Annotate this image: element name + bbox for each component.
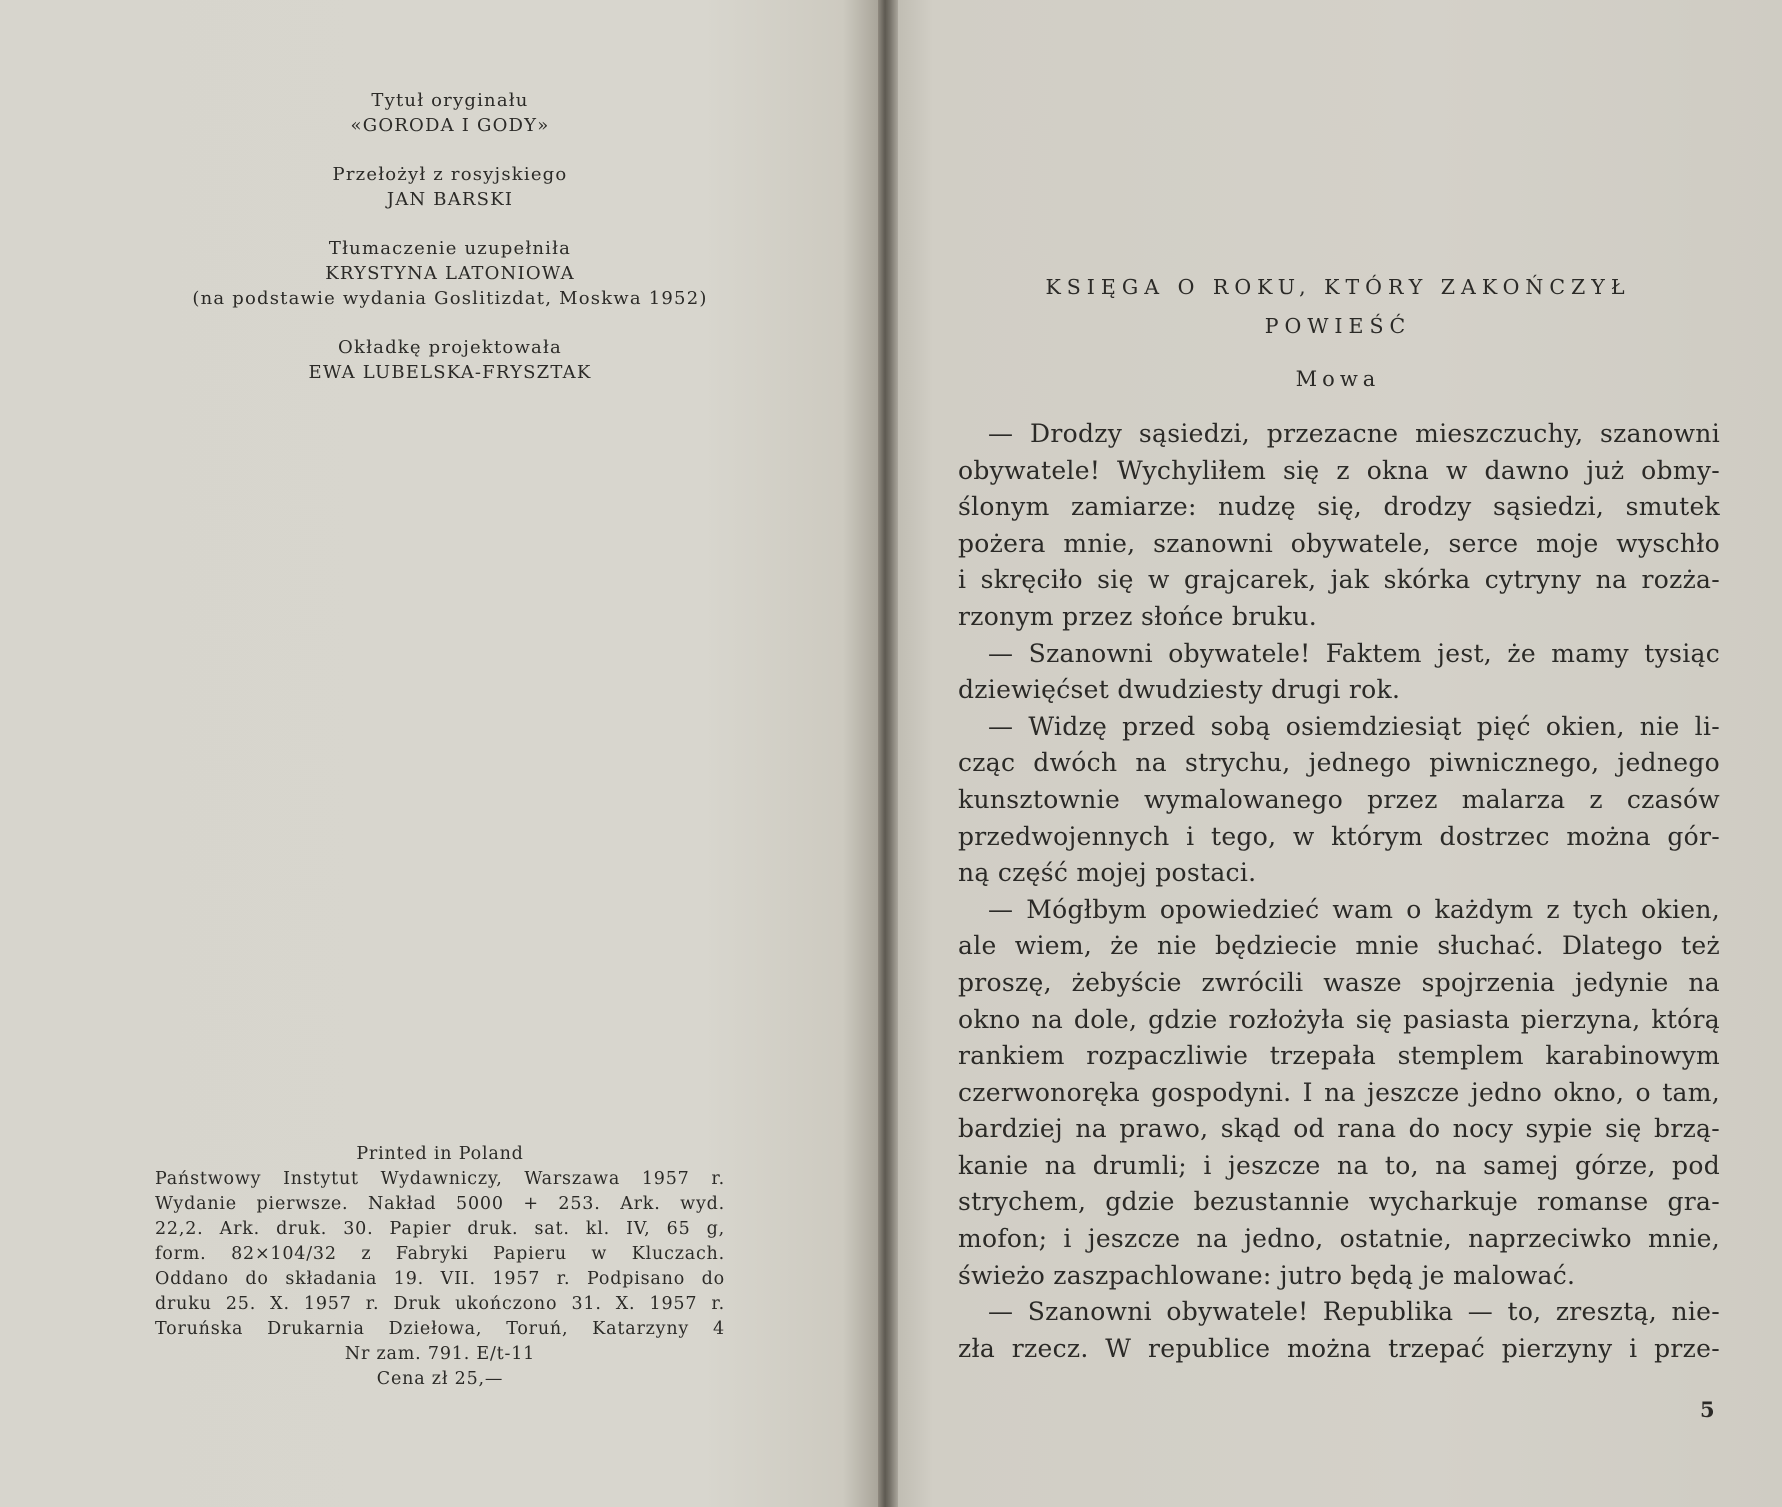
text-line: zła rzecz. W republice można trzepać pierzyny i prze-	[958, 1333, 1720, 1363]
text-line: rankiem rozpaczliwie trzepała stemplem karabinowym	[958, 1041, 1720, 1071]
text-line: świeżo zaszpachlowane: jutro będą je malować.	[958, 1260, 1576, 1290]
chapter-heading	[958, 268, 1718, 391]
text-line: mofon; i jeszcze na jedno, ostatnie, naprzeciwko mnie,	[958, 1224, 1720, 1254]
imprint-block	[155, 1142, 725, 1392]
text-line: — Szanowni obywatele! Republika — to, zresztą, nie-	[988, 1297, 1720, 1327]
translator-credit	[140, 162, 760, 212]
chapter-title-line: POWIEŚĆ	[1264, 314, 1412, 338]
cover-designer: EWA LUBELSKA-FRYSZTAK	[308, 362, 592, 383]
chapter-title-line: KSIĘGA O ROKU, KTÓRY ZAKOŃCZYŁ	[1045, 275, 1631, 299]
text-line: ślonym zamiarze: nudzę się, drodzy sąsiedzi, smutek	[958, 492, 1720, 522]
text-line: cząc dwóch na strychu, jednego piwnicznego, jednego	[958, 748, 1720, 778]
text-line: — Widzę przed sobą osiemdziesiąt pięć okien, nie li-	[988, 711, 1720, 741]
text-line: rzonym przez słońce bruku.	[958, 601, 1317, 631]
text-line: ną część mojej postaci.	[958, 858, 1257, 888]
imprint-line: Wydanie pierwsze. Nakład 5000 + 253. Ark. wyd.	[155, 1194, 725, 1214]
book-gutter	[878, 0, 898, 1507]
text-line: pożera mnie, szanowni obywatele, serce moje wyschło	[958, 528, 1720, 558]
text-line: kanie na drumli; i jeszcze na to, na samej górze, pod	[958, 1150, 1720, 1180]
body-text	[958, 416, 1720, 1367]
original-title	[140, 88, 760, 138]
text-line: dziewięćset dwudziesty drugi rok.	[958, 675, 1401, 705]
original-title-label: Tytuł oryginału	[371, 90, 529, 111]
text-line: — Szanowni obywatele! Faktem jest, że mamy tysiąc	[988, 638, 1720, 668]
translator-label: Przełożył z rosyjskiego	[332, 164, 568, 185]
text-line: proszę, żebyście zwrócili wasze spojrzenia jedynie na	[958, 967, 1720, 997]
page-number: 5	[1700, 1397, 1715, 1422]
supplement-credit	[140, 236, 760, 311]
text-line: — Drodzy sąsiedzi, przezacne mieszczuchy, szanowni	[988, 419, 1720, 448]
text-line: i skręciło się w grajcarek, jak skórka cytryny na rozża-	[958, 565, 1720, 595]
imprint-line: Oddano do składania 19. VII. 1957 r. Podpisano do	[155, 1269, 725, 1289]
imprint-line: 22,2. Ark. druk. 30. Papier druk. sat. kl. IV, 65 g,	[155, 1219, 725, 1239]
text-line: ale wiem, że nie będziecie mnie słuchać. Dlatego też	[958, 931, 1720, 961]
text-line: okno na dole, gdzie rozłożyła się pasiasta pierzyna, którą	[958, 1004, 1720, 1034]
text-line: czerwonoręka gospodyni. I na jeszcze jedno okno, o tam,	[958, 1077, 1720, 1107]
imprint-line: form. 82×104/32 z Fabryki Papieru w Kluczach.	[155, 1244, 725, 1264]
credits-block	[140, 88, 760, 409]
cover-label: Okładkę projektowała	[338, 337, 562, 358]
supplement-source: (na podstawie wydania Goslitizdat, Moskwa 1952)	[192, 288, 708, 309]
imprint-line: druku 25. X. 1957 r. Druk ukończono 31. X. 1957 r.	[155, 1294, 725, 1314]
translator-name: JAN BARSKI	[386, 189, 514, 210]
text-line: strychem, gdzie bezustannie wycharkuje romanse gra-	[958, 1187, 1720, 1217]
text-line: przedwojennych i tego, w którym dostrzec można gór-	[958, 821, 1720, 851]
order-number: Nr zam. 791. E/t-11	[344, 1344, 536, 1364]
original-title-value: «GORODA I GODY»	[350, 115, 550, 136]
price: Cena zł 25,—	[376, 1369, 504, 1389]
imprint-line: Państwowy Instytut Wydawniczy, Warszawa 1957 r.	[155, 1169, 725, 1189]
text-line: kunsztownie wymalowanego przez malarza z czasów	[958, 784, 1720, 814]
printed-in: Printed in Poland	[356, 1144, 524, 1164]
supplement-label: Tłumaczenie uzupełniła	[328, 238, 572, 259]
imprint-line: Toruńska Drukarnia Dziełowa, Toruń, Katarzyny 4	[155, 1319, 725, 1339]
supplement-name: KRYSTYNA LATONIOWA	[325, 263, 575, 284]
text-line: — Mógłbym opowiedzieć wam o każdym z tych okien,	[988, 894, 1720, 924]
text-line: obywatele! Wychyliłem się z okna w dawno już obmy-	[958, 455, 1720, 485]
text-line: bardziej na prawo, skąd od rana do nocy sypie się brzą-	[958, 1114, 1720, 1144]
cover-credit	[140, 335, 760, 385]
section-title: Mowa	[1295, 367, 1381, 391]
